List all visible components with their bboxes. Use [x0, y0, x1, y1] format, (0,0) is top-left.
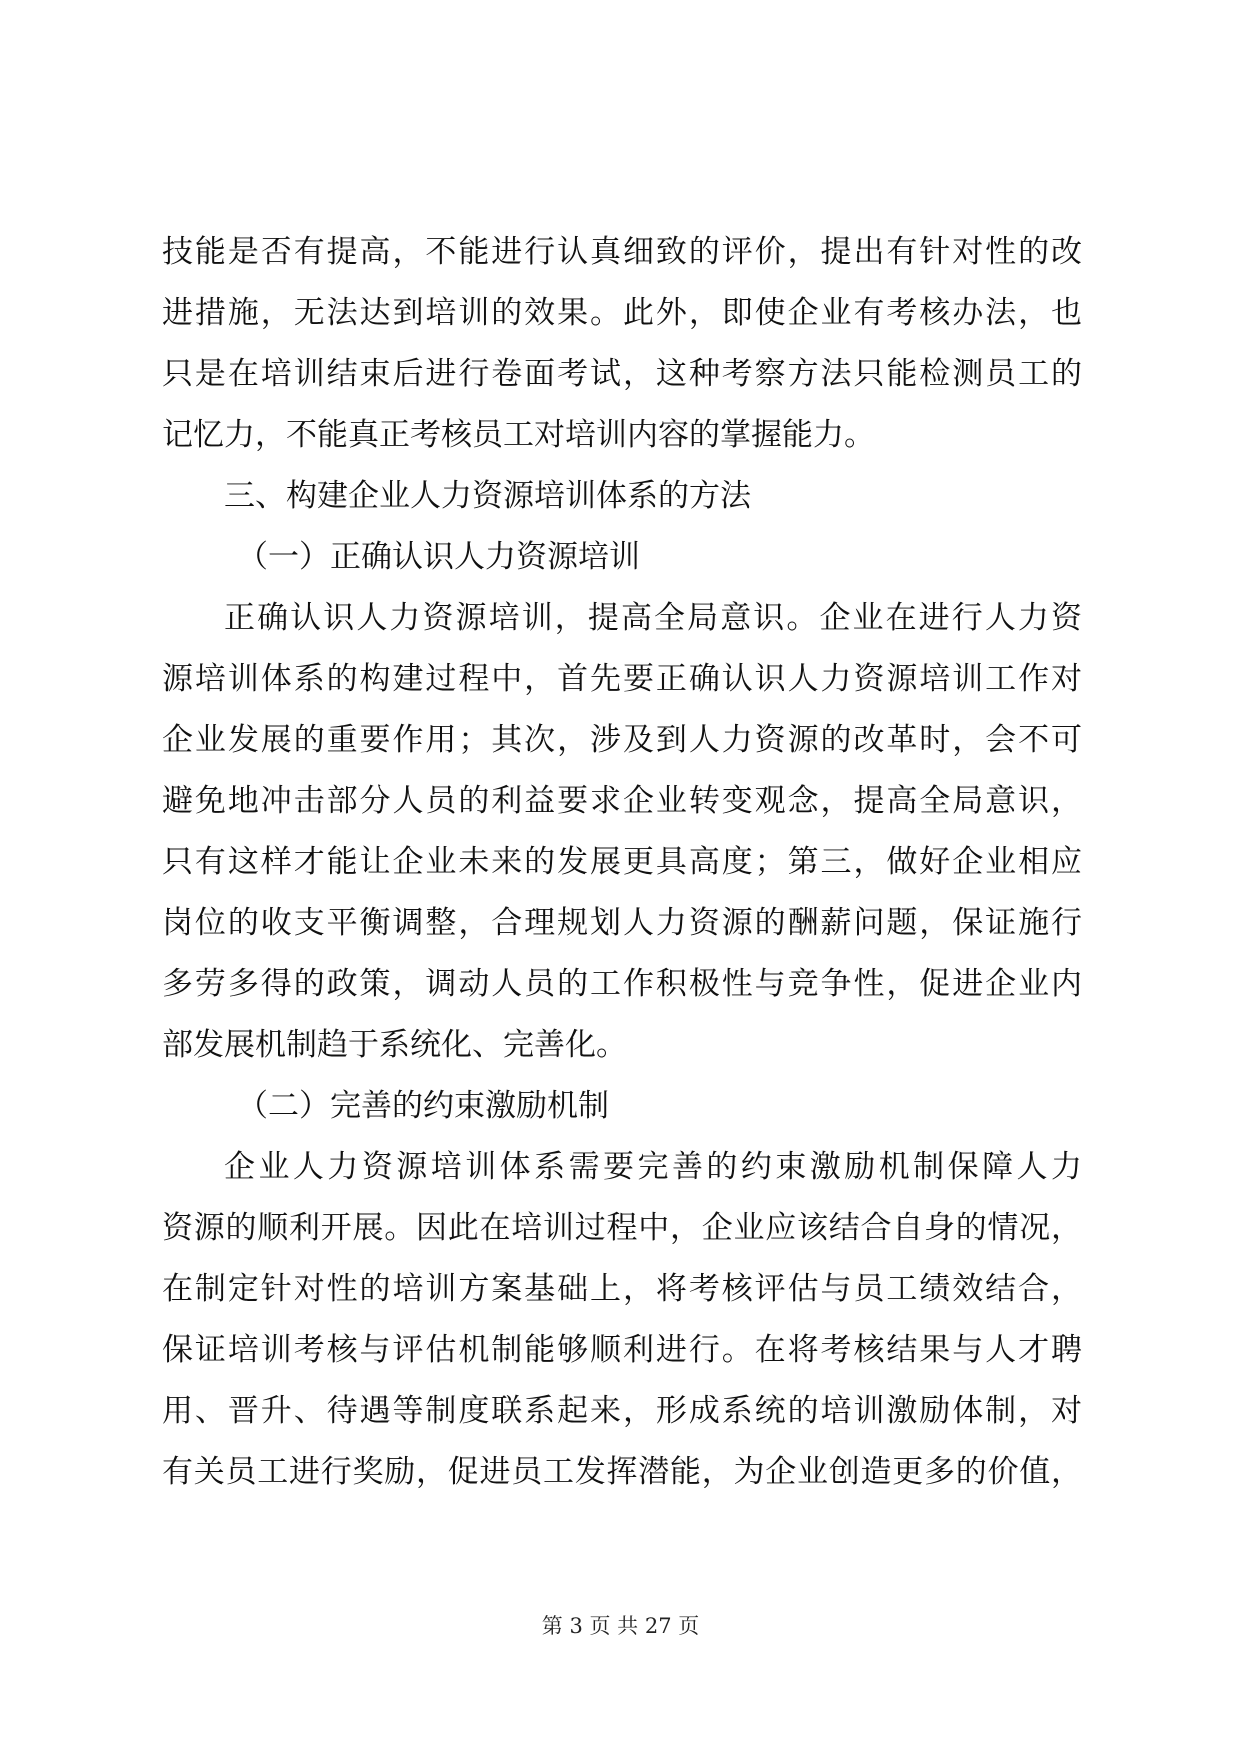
body-text — [162, 222, 1082, 1503]
section-heading: 三、构建企业人力资源培训体系的方法 — [224, 478, 751, 514]
text-line: 记忆力，不能真正考核员工对培训内容的掌握能力。 — [162, 417, 875, 453]
text-line: 用、晋升、待遇等制度联系起来，形成系统的培训激励体制，对 — [162, 1393, 1082, 1429]
text-line: 只是在培训结束后进行卷面考试，这种考察方法只能检测员工的 — [162, 356, 1082, 392]
text-line: 保证培训考核与评估机制能够顺利进行。在将考核结果与人才聘 — [162, 1332, 1082, 1368]
text-line: 进措施，无法达到培训的效果。此外，即使企业有考核办法，也 — [162, 295, 1082, 331]
subsection-heading: （二）完善的约束激励机制 — [237, 1088, 609, 1124]
subsection-heading: （一）正确认识人力资源培训 — [237, 539, 640, 575]
text-line: 有关员工进行奖励，促进员工发挥潜能，为企业创造更多的价值， — [162, 1454, 1082, 1490]
text-line: 避免地冲击部分人员的利益要求企业转变观念，提高全局意识， — [162, 783, 1082, 819]
text-line: 正确认识人力资源培训，提高全局意识。企业在进行人力资 — [224, 600, 1082, 636]
text-line: 部发展机制趋于系统化、完善化。 — [162, 1027, 627, 1063]
text-line: 多劳多得的政策，调动人员的工作积极性与竞争性，促进企业内 — [162, 966, 1082, 1002]
text-line: 源培训体系的构建过程中，首先要正确认识人力资源培训工作对 — [162, 661, 1082, 697]
page-footer: 第 3 页 共 27 页 — [541, 1614, 700, 1638]
text-line: 只有这样才能让企业未来的发展更具高度；第三，做好企业相应 — [162, 844, 1082, 880]
text-line: 企业人力资源培训体系需要完善的约束激励机制保障人力 — [224, 1149, 1082, 1185]
text-line: 企业发展的重要作用；其次，涉及到人力资源的改革时，会不可 — [162, 722, 1082, 758]
text-line: 岗位的收支平衡调整，合理规划人力资源的酬薪问题，保证施行 — [162, 905, 1082, 941]
text-line: 技能是否有提高，不能进行认真细致的评价，提出有针对性的改 — [162, 234, 1082, 270]
text-line: 资源的顺利开展。因此在培训过程中，企业应该结合自身的情况， — [162, 1210, 1082, 1246]
text-line: 在制定针对性的培训方案基础上，将考核评估与员工绩效结合， — [162, 1271, 1082, 1307]
